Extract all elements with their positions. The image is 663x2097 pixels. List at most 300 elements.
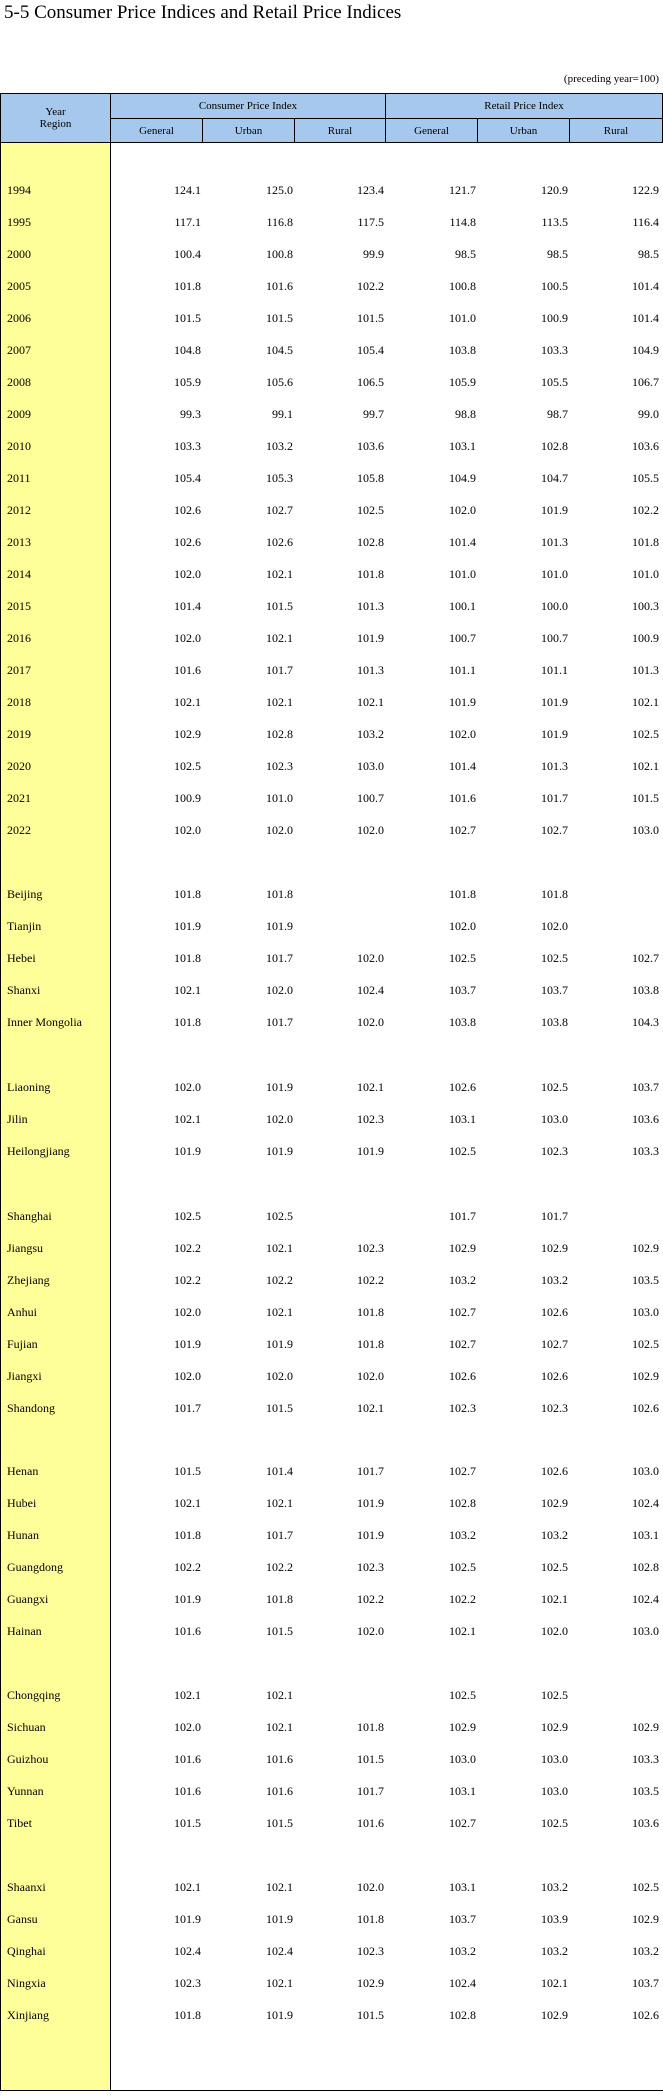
- value-cell: 103.3: [174, 439, 201, 453]
- value-cell: 102.6: [541, 1305, 568, 1319]
- row-label: 2009: [7, 407, 31, 421]
- value-cell: 100.7: [357, 791, 384, 805]
- value-cell: 101.7: [449, 1209, 476, 1223]
- value-cell: 102.1: [357, 695, 384, 709]
- value-cell: 102.9: [632, 1241, 659, 1255]
- value-cell: 102.2: [174, 1273, 201, 1287]
- value-cell: 102.2: [357, 1592, 384, 1606]
- row-label: 2000: [7, 247, 31, 261]
- value-cell: 101.7: [266, 951, 293, 965]
- row-label: 2021: [7, 791, 31, 805]
- value-cell: 102.9: [174, 727, 201, 741]
- row-label: 1994: [7, 183, 31, 197]
- value-cell: 102.1: [174, 1112, 201, 1126]
- value-cell: 103.0: [541, 1784, 568, 1798]
- value-cell: 122.9: [632, 183, 659, 197]
- value-cell: 101.8: [357, 1305, 384, 1319]
- value-cell: 105.9: [449, 375, 476, 389]
- value-cell: 100.3: [632, 599, 659, 613]
- value-cell: 103.8: [541, 1015, 568, 1029]
- value-cell: 103.7: [632, 1080, 659, 1094]
- row-label: Fujian: [7, 1337, 38, 1351]
- value-cell: 101.4: [449, 535, 476, 549]
- value-cell: 102.5: [541, 1080, 568, 1094]
- value-cell: 101.8: [174, 887, 201, 901]
- value-cell: 102.1: [449, 1624, 476, 1638]
- value-cell: 102.5: [632, 1337, 659, 1351]
- value-cell: 101.9: [266, 1912, 293, 1926]
- row-label: 2011: [7, 471, 31, 485]
- row-label: Hunan: [7, 1528, 39, 1542]
- value-cell: 99.9: [363, 247, 384, 261]
- header-mid-border: [110, 118, 663, 119]
- value-cell: 102.8: [541, 439, 568, 453]
- value-cell: 101.8: [357, 1720, 384, 1734]
- row-label: 2014: [7, 567, 31, 581]
- value-cell: 100.4: [174, 247, 201, 261]
- row-label: Tibet: [7, 1816, 32, 1830]
- value-cell: 102.9: [541, 1241, 568, 1255]
- header-cpi: Consumer Price Index: [111, 94, 385, 118]
- value-cell: 99.3: [180, 407, 201, 421]
- value-cell: 98.5: [547, 247, 568, 261]
- value-cell: 117.5: [357, 215, 384, 229]
- value-cell: 103.6: [357, 439, 384, 453]
- value-cell: 102.0: [541, 919, 568, 933]
- row-label: Jiangsu: [7, 1241, 43, 1255]
- value-cell: 103.1: [449, 1880, 476, 1894]
- value-cell: 102.5: [632, 1880, 659, 1894]
- header-cpi-rural: Rural: [295, 119, 385, 142]
- value-cell: 101.8: [174, 1015, 201, 1029]
- value-cell: 105.6: [266, 375, 293, 389]
- page-title: 5-5 Consumer Price Indices and Retail Price Indices: [4, 2, 402, 23]
- value-cell: 120.9: [541, 183, 568, 197]
- value-cell: 102.0: [541, 1624, 568, 1638]
- value-cell: 103.2: [541, 1273, 568, 1287]
- value-cell: 102.1: [266, 1496, 293, 1510]
- value-cell: 114.8: [449, 215, 476, 229]
- value-cell: 101.9: [266, 919, 293, 933]
- table-left-border: [0, 93, 1, 2091]
- value-cell: 102.8: [449, 2008, 476, 2022]
- value-cell: 102.9: [632, 1369, 659, 1383]
- value-cell: 103.2: [449, 1273, 476, 1287]
- value-cell: 101.5: [174, 1816, 201, 1830]
- header-divider-1: [202, 118, 203, 143]
- value-cell: 102.1: [266, 1880, 293, 1894]
- value-cell: 116.8: [266, 215, 293, 229]
- value-cell: 102.0: [174, 823, 201, 837]
- row-label: Jilin: [7, 1112, 28, 1126]
- row-label: 2013: [7, 535, 31, 549]
- value-cell: 101.8: [357, 1912, 384, 1926]
- row-label: 2008: [7, 375, 31, 389]
- value-cell: 102.0: [174, 1369, 201, 1383]
- value-cell: 102.7: [449, 1816, 476, 1830]
- value-cell: 102.6: [632, 1401, 659, 1415]
- row-label: 2015: [7, 599, 31, 613]
- value-cell: 102.7: [449, 823, 476, 837]
- value-cell: 101.3: [632, 663, 659, 677]
- value-cell: 101.0: [632, 567, 659, 581]
- row-label: 2020: [7, 759, 31, 773]
- value-cell: 101.8: [541, 887, 568, 901]
- row-label: Hebei: [7, 951, 36, 965]
- value-cell: 101.3: [357, 663, 384, 677]
- value-cell: 101.9: [174, 1912, 201, 1926]
- value-cell: 102.2: [357, 1273, 384, 1287]
- value-cell: 102.1: [174, 1688, 201, 1702]
- value-cell: 101.9: [266, 1337, 293, 1351]
- value-cell: 103.5: [632, 1273, 659, 1287]
- value-cell: 102.0: [449, 503, 476, 517]
- value-cell: 103.3: [541, 343, 568, 357]
- header-rpi-rural: Rural: [570, 119, 662, 142]
- value-cell: 102.0: [174, 1080, 201, 1094]
- value-cell: 102.1: [266, 1976, 293, 1990]
- value-cell: 101.7: [541, 791, 568, 805]
- value-cell: 101.5: [266, 1816, 293, 1830]
- value-cell: 102.6: [174, 535, 201, 549]
- value-cell: 105.5: [541, 375, 568, 389]
- row-label: Zhejiang: [7, 1273, 50, 1287]
- row-label: 2019: [7, 727, 31, 741]
- row-label: 2012: [7, 503, 31, 517]
- table-bottom-border: [0, 2090, 663, 2091]
- value-cell: 102.3: [266, 759, 293, 773]
- value-cell: 102.1: [266, 567, 293, 581]
- row-label: 2006: [7, 311, 31, 325]
- value-cell: 101.0: [541, 567, 568, 581]
- value-cell: 98.7: [547, 407, 568, 421]
- value-cell: 101.9: [357, 1528, 384, 1542]
- value-cell: 100.9: [174, 791, 201, 805]
- value-cell: 102.1: [357, 1080, 384, 1094]
- value-cell: 102.6: [449, 1369, 476, 1383]
- row-label: 2010: [7, 439, 31, 453]
- value-cell: 101.6: [174, 663, 201, 677]
- value-cell: 102.9: [541, 1720, 568, 1734]
- value-cell: 101.9: [266, 1080, 293, 1094]
- value-cell: 102.1: [632, 759, 659, 773]
- value-cell: 104.3: [632, 1015, 659, 1029]
- value-cell: 102.0: [357, 1369, 384, 1383]
- value-cell: 103.2: [449, 1944, 476, 1958]
- header-cpi-general: General: [111, 119, 202, 142]
- value-cell: 101.9: [174, 1144, 201, 1158]
- value-cell: 102.5: [449, 1144, 476, 1158]
- value-cell: 101.9: [541, 503, 568, 517]
- value-cell: 102.0: [357, 1624, 384, 1638]
- value-cell: 102.1: [174, 1496, 201, 1510]
- value-cell: 102.0: [174, 1720, 201, 1734]
- value-cell: 103.2: [541, 1528, 568, 1542]
- value-cell: 102.7: [266, 503, 293, 517]
- row-label: Jiangxi: [7, 1369, 42, 1383]
- header-divider-3: [385, 93, 386, 143]
- value-cell: 102.0: [174, 631, 201, 645]
- value-cell: 101.9: [449, 695, 476, 709]
- value-cell: 102.4: [357, 983, 384, 997]
- value-cell: 103.0: [357, 759, 384, 773]
- value-cell: 102.0: [174, 567, 201, 581]
- value-cell: 101.5: [174, 311, 201, 325]
- value-cell: 102.0: [357, 1880, 384, 1894]
- value-cell: 101.6: [266, 1784, 293, 1798]
- value-cell: 103.2: [541, 1880, 568, 1894]
- value-cell: 102.1: [357, 1401, 384, 1415]
- value-cell: 102.9: [449, 1720, 476, 1734]
- value-cell: 104.9: [632, 343, 659, 357]
- value-cell: 101.1: [541, 663, 568, 677]
- value-cell: 100.7: [449, 631, 476, 645]
- value-cell: 101.9: [174, 919, 201, 933]
- value-cell: 103.8: [449, 1015, 476, 1029]
- value-cell: 102.8: [266, 727, 293, 741]
- value-cell: 121.7: [449, 183, 476, 197]
- row-label: Yunnan: [7, 1784, 44, 1798]
- value-cell: 102.6: [541, 1369, 568, 1383]
- value-cell: 103.3: [632, 1752, 659, 1766]
- row-label: Gansu: [7, 1912, 38, 1926]
- value-cell: 102.6: [632, 2008, 659, 2022]
- value-cell: 116.4: [632, 215, 659, 229]
- value-cell: 103.2: [632, 1944, 659, 1958]
- value-cell: 101.8: [357, 567, 384, 581]
- value-cell: 103.7: [449, 983, 476, 997]
- value-cell: 101.7: [357, 1784, 384, 1798]
- value-cell: 101.5: [632, 791, 659, 805]
- row-label: Anhui: [7, 1305, 37, 1319]
- row-label: 2018: [7, 695, 31, 709]
- value-cell: 102.5: [541, 1560, 568, 1574]
- row-label: Guangdong: [7, 1560, 63, 1574]
- value-cell: 101.5: [266, 311, 293, 325]
- value-cell: 101.9: [357, 631, 384, 645]
- value-cell: 102.0: [174, 1305, 201, 1319]
- value-cell: 102.1: [632, 695, 659, 709]
- value-cell: 101.8: [449, 887, 476, 901]
- value-cell: 101.5: [266, 599, 293, 613]
- row-label: Shaanxi: [7, 1880, 46, 1894]
- value-cell: 103.7: [632, 1976, 659, 1990]
- value-cell: 101.7: [357, 1464, 384, 1478]
- row-label: 2005: [7, 279, 31, 293]
- value-cell: 102.8: [357, 535, 384, 549]
- value-cell: 102.3: [449, 1401, 476, 1415]
- value-cell: 102.1: [541, 1976, 568, 1990]
- value-cell: 103.6: [632, 1816, 659, 1830]
- value-cell: 101.4: [449, 759, 476, 773]
- value-cell: 102.9: [632, 1720, 659, 1734]
- value-cell: 103.5: [632, 1784, 659, 1798]
- value-cell: 102.3: [541, 1144, 568, 1158]
- row-label: Beijing: [7, 887, 43, 901]
- value-cell: 100.0: [541, 599, 568, 613]
- value-cell: 105.9: [174, 375, 201, 389]
- header-year-region: [1, 94, 110, 142]
- header-rpi-general: General: [386, 119, 477, 142]
- value-cell: 100.5: [541, 279, 568, 293]
- value-cell: 101.6: [449, 791, 476, 805]
- value-cell: 101.4: [174, 599, 201, 613]
- value-cell: 106.7: [632, 375, 659, 389]
- value-cell: 101.8: [266, 887, 293, 901]
- row-label: Liaoning: [7, 1080, 51, 1094]
- value-cell: 100.8: [449, 279, 476, 293]
- row-label: 2016: [7, 631, 31, 645]
- value-cell: 102.0: [266, 983, 293, 997]
- value-cell: 101.3: [357, 599, 384, 613]
- value-cell: 102.7: [632, 951, 659, 965]
- value-cell: 102.9: [541, 1496, 568, 1510]
- row-label: Ningxia: [7, 1976, 46, 1990]
- value-cell: 101.1: [449, 663, 476, 677]
- value-cell: 101.9: [266, 1144, 293, 1158]
- value-cell: 103.2: [541, 1944, 568, 1958]
- table-top-border: [0, 93, 663, 94]
- row-label: 2022: [7, 823, 31, 837]
- value-cell: 102.2: [632, 503, 659, 517]
- value-cell: 102.4: [449, 1976, 476, 1990]
- value-cell: 102.2: [449, 1592, 476, 1606]
- value-cell: 102.1: [266, 695, 293, 709]
- header-year-label: Year: [45, 106, 66, 118]
- value-cell: 98.5: [455, 247, 476, 261]
- value-cell: 103.2: [357, 727, 384, 741]
- row-label: 2017: [7, 663, 31, 677]
- header-cpi-urban: Urban: [203, 119, 294, 142]
- value-cell: 102.5: [357, 503, 384, 517]
- value-cell: 99.7: [363, 407, 384, 421]
- value-cell: 100.7: [541, 631, 568, 645]
- value-cell: 101.8: [357, 1337, 384, 1351]
- value-cell: 102.0: [266, 823, 293, 837]
- value-cell: 102.5: [632, 727, 659, 741]
- value-cell: 102.2: [174, 1241, 201, 1255]
- row-label: Heilongjiang: [7, 1144, 70, 1158]
- value-cell: 101.3: [541, 759, 568, 773]
- value-cell: 102.4: [632, 1592, 659, 1606]
- value-cell: 117.1: [174, 215, 201, 229]
- value-cell: 102.9: [632, 1912, 659, 1926]
- value-cell: 103.6: [632, 1112, 659, 1126]
- value-cell: 102.4: [266, 1944, 293, 1958]
- value-cell: 102.0: [357, 823, 384, 837]
- value-cell: 102.0: [357, 1015, 384, 1029]
- value-cell: 102.5: [174, 1209, 201, 1223]
- row-label: 2007: [7, 343, 31, 357]
- value-cell: 101.4: [266, 1464, 293, 1478]
- value-cell: 103.9: [541, 1912, 568, 1926]
- row-label: Qinghai: [7, 1944, 46, 1958]
- value-cell: 101.5: [357, 2008, 384, 2022]
- row-label: Tianjin: [7, 919, 42, 933]
- value-cell: 104.7: [541, 471, 568, 485]
- value-cell: 102.3: [174, 1976, 201, 1990]
- value-cell: 103.1: [449, 439, 476, 453]
- value-cell: 102.5: [174, 759, 201, 773]
- value-cell: 101.6: [174, 1784, 201, 1798]
- value-cell: 103.1: [449, 1784, 476, 1798]
- value-cell: 102.2: [174, 1560, 201, 1574]
- value-cell: 105.4: [357, 343, 384, 357]
- value-cell: 101.4: [632, 279, 659, 293]
- value-cell: 101.6: [357, 1816, 384, 1830]
- value-cell: 103.0: [449, 1752, 476, 1766]
- value-cell: 101.9: [266, 2008, 293, 2022]
- value-cell: 101.9: [174, 1337, 201, 1351]
- value-cell: 103.2: [266, 439, 293, 453]
- value-cell: 123.4: [357, 183, 384, 197]
- region-column-border: [110, 93, 111, 2091]
- value-cell: 102.1: [266, 1688, 293, 1702]
- value-cell: 102.2: [357, 279, 384, 293]
- value-cell: 102.4: [174, 1944, 201, 1958]
- value-cell: 113.5: [541, 215, 568, 229]
- value-cell: 102.7: [449, 1305, 476, 1319]
- value-cell: 102.8: [449, 1496, 476, 1510]
- row-label: Xinjiang: [7, 2008, 49, 2022]
- value-cell: 101.7: [541, 1209, 568, 1223]
- value-cell: 102.6: [449, 1080, 476, 1094]
- value-cell: 102.1: [266, 1720, 293, 1734]
- value-cell: 102.5: [449, 1688, 476, 1702]
- value-cell: 102.1: [266, 1305, 293, 1319]
- value-cell: 106.5: [357, 375, 384, 389]
- row-label: Henan: [7, 1464, 39, 1478]
- value-cell: 101.5: [174, 1464, 201, 1478]
- value-cell: 101.7: [266, 1015, 293, 1029]
- value-cell: 101.6: [266, 279, 293, 293]
- value-cell: 102.5: [541, 951, 568, 965]
- value-cell: 103.7: [449, 1912, 476, 1926]
- value-cell: 102.1: [541, 1592, 568, 1606]
- value-cell: 102.3: [357, 1560, 384, 1574]
- value-cell: 102.0: [266, 1369, 293, 1383]
- value-cell: 101.8: [174, 1528, 201, 1542]
- row-label: Hubei: [7, 1496, 37, 1510]
- header-divider-5: [569, 118, 570, 143]
- value-cell: 102.1: [266, 631, 293, 645]
- value-cell: 101.8: [174, 951, 201, 965]
- header-rpi-urban: Urban: [478, 119, 569, 142]
- value-cell: 102.3: [357, 1241, 384, 1255]
- value-cell: 102.2: [266, 1560, 293, 1574]
- value-cell: 100.1: [449, 599, 476, 613]
- header-divider-2: [294, 118, 295, 143]
- value-cell: 103.3: [632, 1144, 659, 1158]
- value-cell: 103.1: [632, 1528, 659, 1542]
- value-cell: 102.1: [174, 983, 201, 997]
- value-cell: 102.0: [266, 1112, 293, 1126]
- value-cell: 100.9: [632, 631, 659, 645]
- value-cell: 101.4: [632, 311, 659, 325]
- row-label: Shanxi: [7, 983, 41, 997]
- unit-note: (preceding year=100): [563, 73, 659, 85]
- value-cell: 103.6: [632, 439, 659, 453]
- value-cell: 99.0: [638, 407, 659, 421]
- value-cell: 100.8: [266, 247, 293, 261]
- value-cell: 101.6: [174, 1752, 201, 1766]
- value-cell: 103.0: [632, 1624, 659, 1638]
- value-cell: 101.6: [174, 1624, 201, 1638]
- value-cell: 102.5: [449, 1560, 476, 1574]
- value-cell: 102.6: [266, 535, 293, 549]
- row-label: Inner Mongolia: [7, 1015, 82, 1029]
- value-cell: 101.7: [174, 1401, 201, 1415]
